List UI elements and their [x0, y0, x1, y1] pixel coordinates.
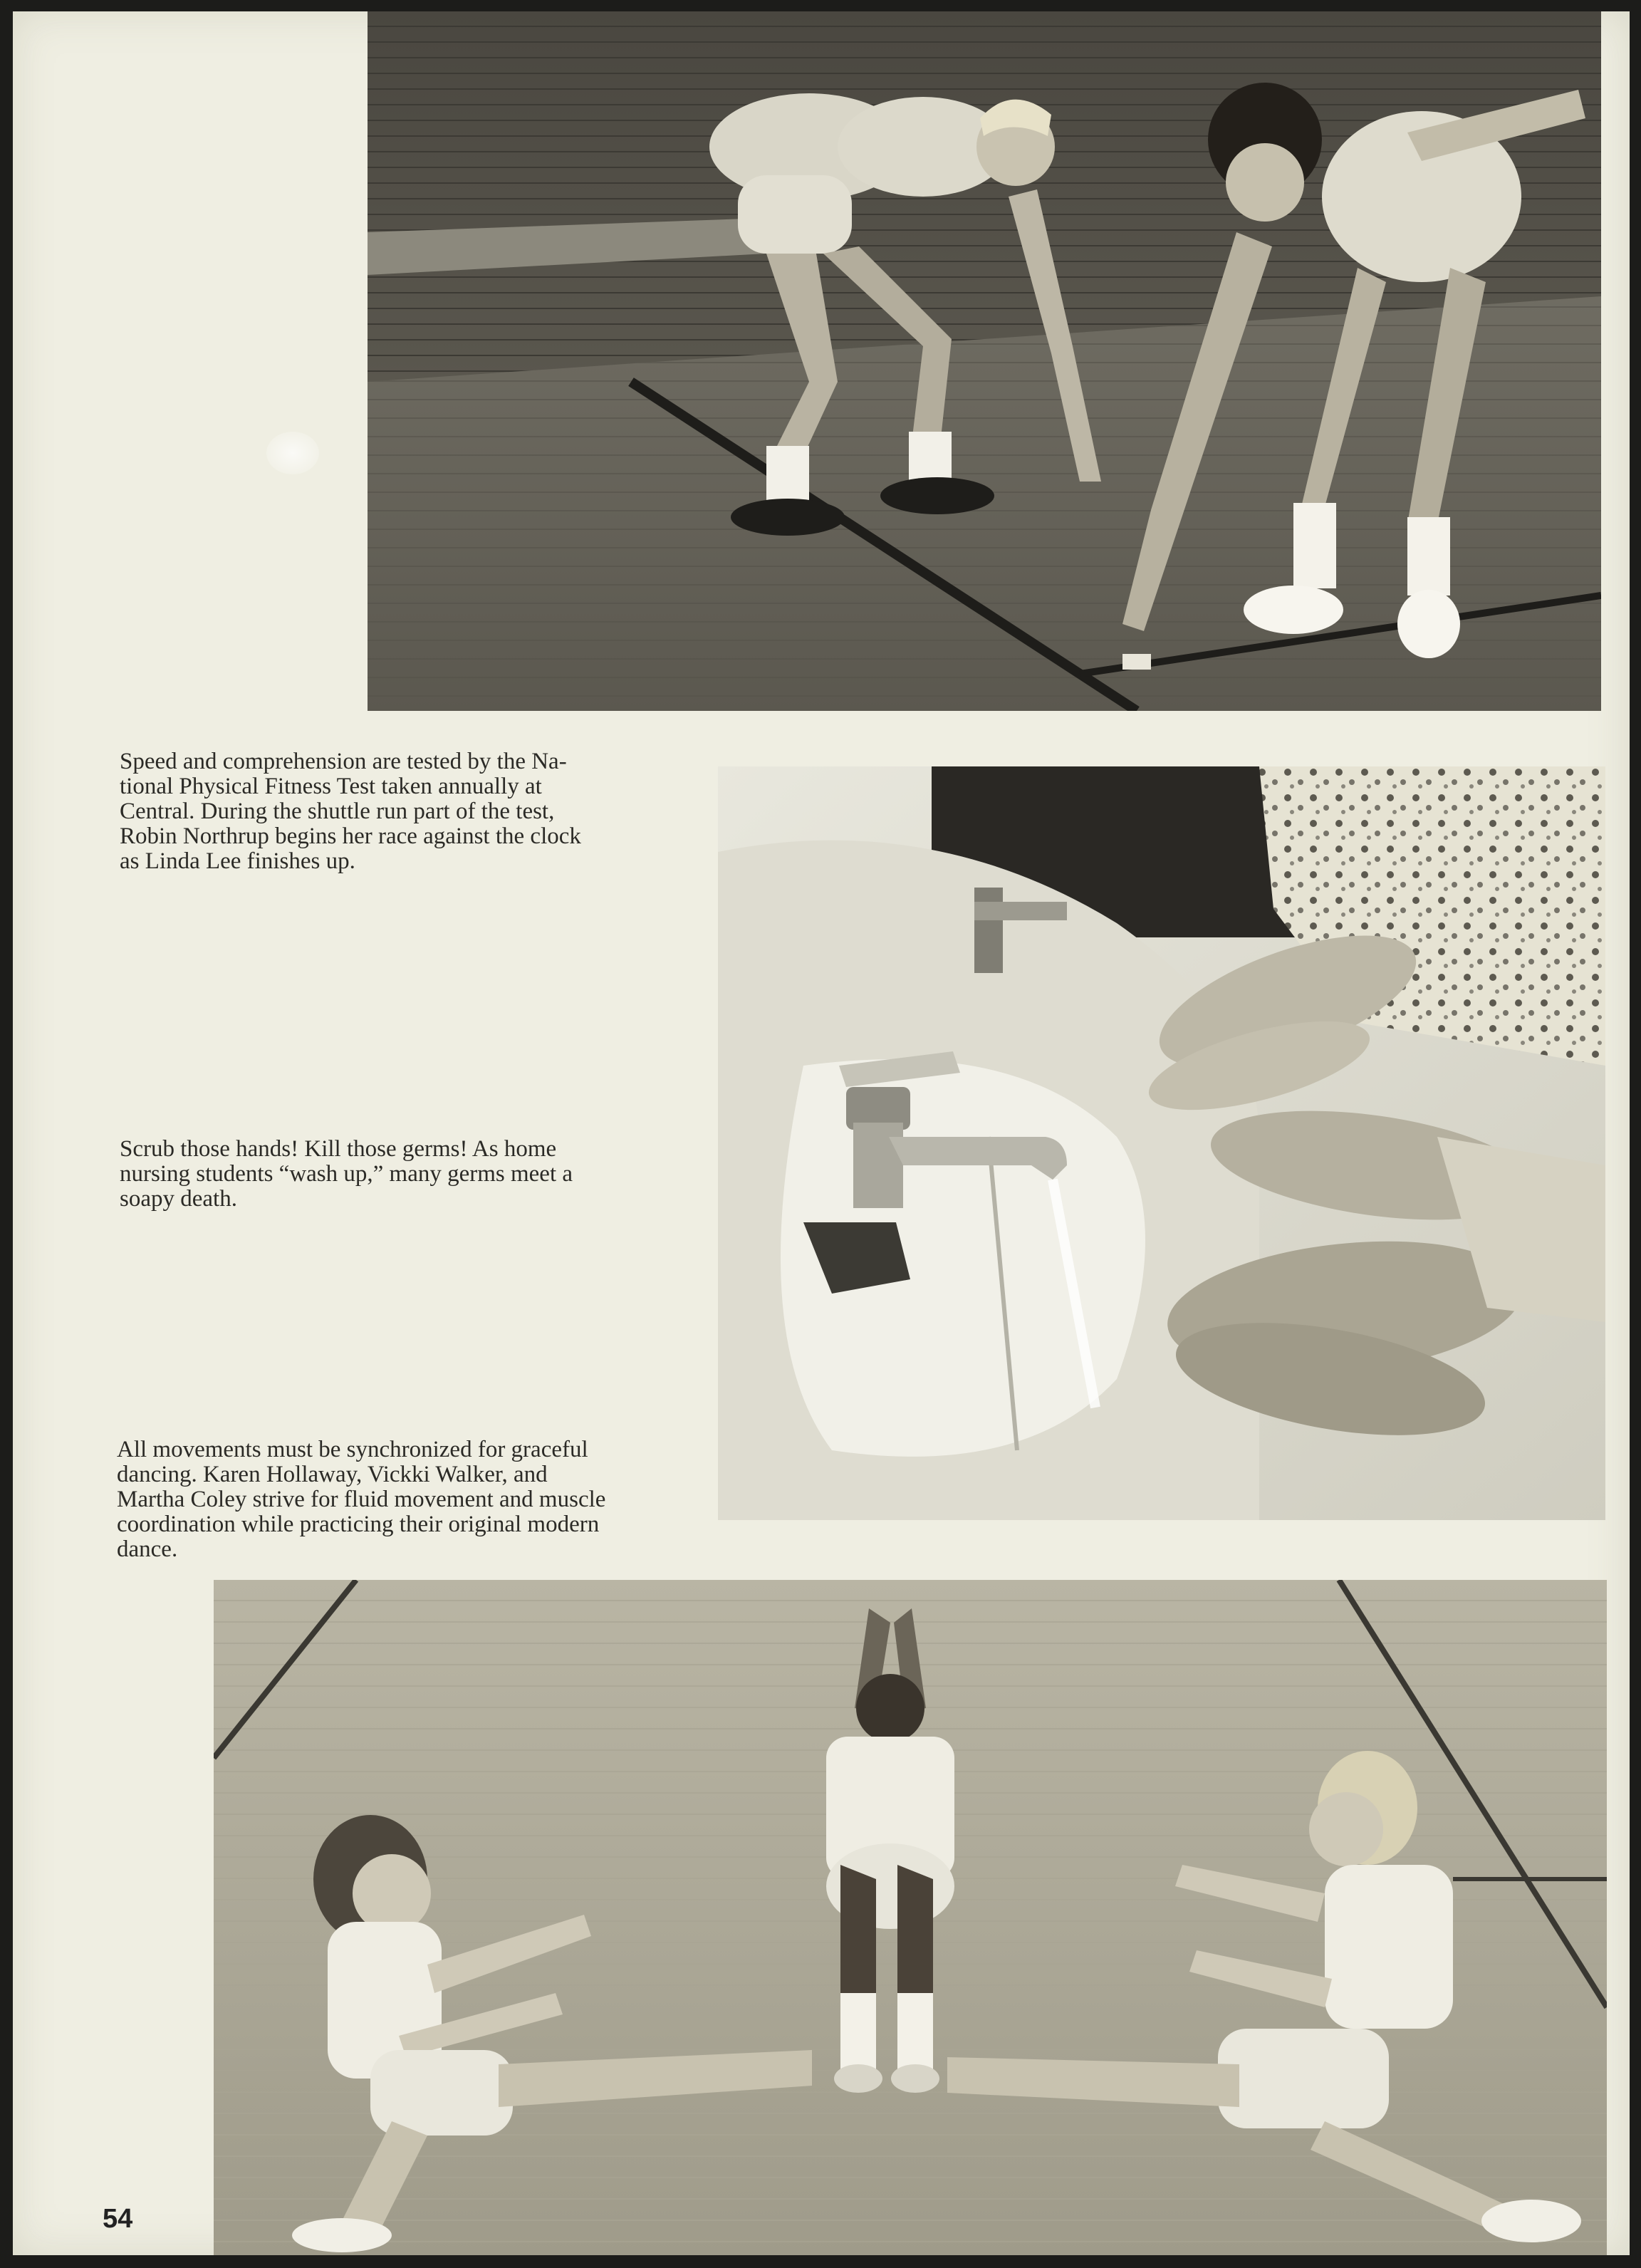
caption-line: soapy death. [120, 1186, 237, 1212]
shuttle-run-photo [368, 11, 1601, 711]
caption-line: dance. [117, 1536, 178, 1562]
caption-line: nursing students “wash up,” many germs meet a [120, 1161, 573, 1187]
caption-line: dancing. Karen Hollaway, Vickki Walker, and [117, 1462, 548, 1487]
shuttle-run-caption [120, 749, 687, 874]
yearbook-page [13, 11, 1630, 2255]
caption-line: Central. During the shuttle run part of the test, [120, 799, 555, 824]
hand-washing-caption [120, 1137, 687, 1212]
caption-line: Speed and comprehension are tested by the Na- [120, 749, 567, 774]
hand-washing-photo [718, 766, 1605, 1520]
caption-line: All movements must be synchronized for graceful [117, 1437, 588, 1462]
paper-blemish [266, 432, 319, 474]
caption-line: Robin Northrup begins her race against the clock [120, 823, 581, 849]
caption-line: as Linda Lee finishes up. [120, 848, 355, 874]
caption-line: Martha Coley strive for fluid movement and muscle [117, 1487, 606, 1512]
page-number: 54 [103, 2204, 133, 2234]
modern-dance-caption [117, 1437, 684, 1562]
modern-dance-floor-icon [214, 1580, 1607, 2255]
gym-shuttle-run-icon [368, 11, 1601, 711]
caption-line: coordination while practicing their original modern [117, 1512, 600, 1537]
modern-dance-photo [214, 1580, 1607, 2255]
hand-washing-sink-icon [718, 766, 1605, 1520]
caption-line: Scrub those hands! Kill those germs! As home [120, 1136, 557, 1162]
caption-line: tional Physical Fitness Test taken annually at [120, 774, 542, 799]
